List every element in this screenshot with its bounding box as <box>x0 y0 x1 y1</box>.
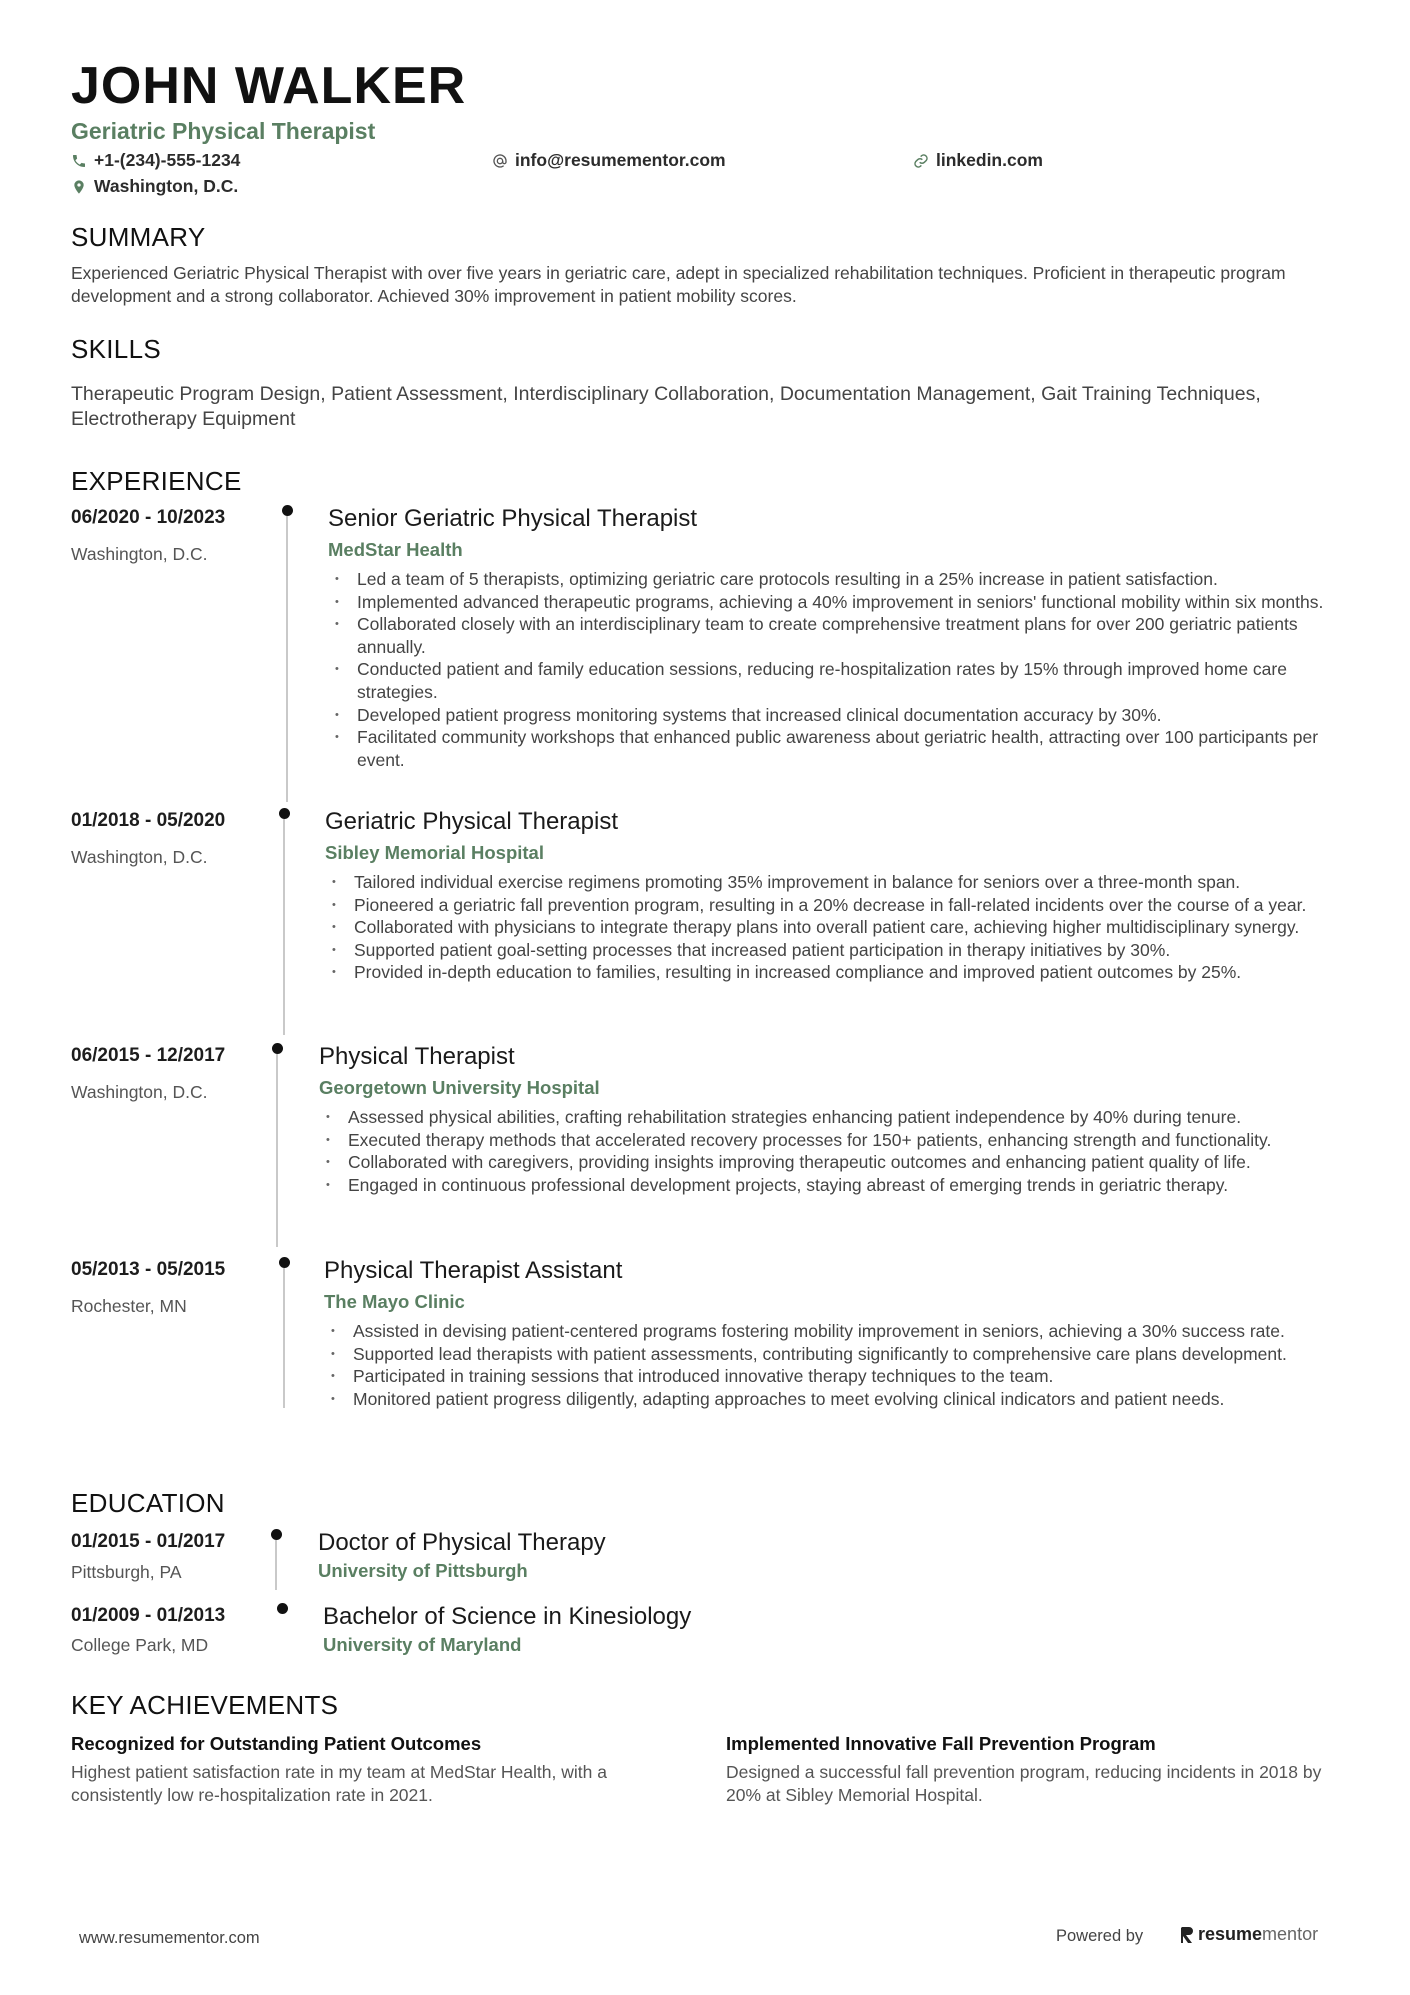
timeline-dot <box>279 808 290 819</box>
location-text: Washington, D.C. <box>94 176 239 196</box>
education-location: Pittsburgh, PA <box>71 1562 182 1582</box>
job-role: Senior Geriatric Physical Therapist <box>328 505 698 532</box>
education-dates: 01/2009 - 01/2013 <box>71 1605 226 1626</box>
list-item: • Developed patient progress monitoring systems that increased clinical documentation accuracy by 30%. <box>328 704 1348 727</box>
achievement-description: Designed a successful fall prevention program, reducing incidents in 2018 by 20% at Sibley Memorial Hospital. <box>726 1762 1322 1805</box>
job-organization: The Mayo Clinic <box>324 1291 465 1312</box>
summary-heading: SUMMARY <box>71 222 206 252</box>
list-item: • Collaborated closely with an interdisciplinary team to create comprehensive treatment plans for over 200 geriatric patients annually. <box>328 613 1348 658</box>
job-location: Rochester, MN <box>71 1296 187 1316</box>
brand-name-light: mentor <box>1262 1924 1319 1944</box>
linkedin-link[interactable]: linkedin.com <box>936 150 1043 170</box>
list-item: • Supported patient goal-setting processes that increased patient participation in therapy initiatives by 30%. <box>325 939 1350 962</box>
powered-by-label: Powered by <box>1056 1927 1144 1945</box>
timeline-dot <box>277 1603 288 1614</box>
achievement-title: Recognized for Outstanding Patient Outcomes <box>71 1733 482 1754</box>
list-item: • Collaborated with physicians to integrate therapy plans into overall patient care, achieving higher multidisciplinary synergy. <box>325 916 1350 939</box>
experience-heading: EXPERIENCE <box>71 466 242 496</box>
education-school: University of Pittsburgh <box>318 1560 528 1581</box>
email-address[interactable]: info@resumementor.com <box>515 150 726 170</box>
timeline-line <box>283 1268 285 1408</box>
list-item: • Participated in training sessions that introduced innovative therapy techniques to the team. <box>324 1365 1349 1388</box>
job-location: Washington, D.C. <box>71 847 208 867</box>
location-contact <box>71 176 238 197</box>
job-dates: 01/2018 - 05/2020 <box>71 810 226 831</box>
phone-icon <box>71 153 87 169</box>
email-contact <box>492 150 726 171</box>
list-item: • Implemented advanced therapeutic programs, achieving a 40% improvement in seniors' functional mobility within six months. <box>328 591 1348 614</box>
brand-logo-icon <box>1180 1926 1194 1944</box>
job-location: Washington, D.C. <box>71 1082 208 1102</box>
skills-heading: SKILLS <box>71 334 161 364</box>
skills-text: Therapeutic Program Design, Patient Assessment, Interdisciplinary Collaboration, Documentation Management, Gait Training Techniques, Electrotherapy Equipment <box>71 383 1261 430</box>
footer-website-link[interactable]: www.resumementor.com <box>79 1929 260 1947</box>
location-pin-icon <box>71 179 87 195</box>
job-bullets <box>319 1106 1349 1196</box>
education-degree: Doctor of Physical Therapy <box>318 1529 606 1556</box>
job-dates: 06/2015 - 12/2017 <box>71 1045 226 1066</box>
list-item: • Conducted patient and family education sessions, reducing re-hospitalization rates by 15% through improved home care strategies. <box>328 658 1348 703</box>
job-bullets <box>324 1320 1349 1410</box>
list-item: • Assessed physical abilities, crafting rehabilitation strategies enhancing patient independence by 40% during tenure. <box>319 1106 1349 1129</box>
job-role: Geriatric Physical Therapist <box>325 808 618 835</box>
timeline-dot <box>279 1257 290 1268</box>
education-dates: 01/2015 - 01/2017 <box>71 1531 226 1552</box>
summary-text: Experienced Geriatric Physical Therapist with over five years in geriatric care, adept in specialized rehabilitation techniques. Proficient in therapeutic program development and a strong collaborator. Achieved 30% improvement in patient mobility scores. <box>71 263 1286 306</box>
job-bullets <box>328 568 1348 771</box>
link-icon <box>913 153 929 169</box>
achievement-title: Implemented Innovative Fall Prevention Program <box>726 1733 1156 1754</box>
timeline-dot <box>282 505 293 516</box>
job-dates: 05/2013 - 05/2015 <box>71 1259 226 1280</box>
job-dates: 06/2020 - 10/2023 <box>71 507 226 528</box>
timeline-line <box>275 1540 277 1590</box>
timeline-dot <box>271 1529 282 1540</box>
timeline-dot <box>272 1043 283 1054</box>
job-bullets <box>325 871 1350 984</box>
candidate-name: JOHN WALKER <box>71 57 467 115</box>
list-item: • Pioneered a geriatric fall prevention program, resulting in a 20% decrease in fall-related incidents over the course of a year. <box>325 894 1350 917</box>
timeline-line <box>286 516 288 802</box>
list-item: • Assisted in devising patient-centered programs fostering mobility improvement in seniors, achieving a 30% success rate. <box>324 1320 1349 1343</box>
list-item: • Led a team of 5 therapists, optimizing geriatric care protocols resulting in a 25% increase in patient satisfaction. <box>328 568 1348 591</box>
list-item: • Facilitated community workshops that enhanced public awareness about geriatric health, attracting over 100 participants per event. <box>328 726 1348 771</box>
job-location: Washington, D.C. <box>71 544 208 564</box>
achievement-description: Highest patient satisfaction rate in my team at MedStar Health, with a consistently low re-hospitalization rate in 2021. <box>71 1762 607 1805</box>
list-item: • Engaged in continuous professional development projects, staying abreast of emerging trends in geriatric therapy. <box>319 1174 1349 1197</box>
brand-logo[interactable] <box>1180 1924 1318 1945</box>
timeline-line <box>283 819 285 1035</box>
job-organization: Sibley Memorial Hospital <box>325 842 544 863</box>
timeline-line <box>276 1054 278 1247</box>
brand-name-bold: resume <box>1198 1924 1263 1944</box>
list-item: • Collaborated with caregivers, providing insights improving therapeutic outcomes and enhancing patient quality of life. <box>319 1151 1349 1174</box>
phone-number: +1-(234)-555-1234 <box>94 150 241 170</box>
at-sign-icon <box>492 153 508 169</box>
phone-contact <box>71 150 240 171</box>
education-location: College Park, MD <box>71 1635 209 1655</box>
linkedin-contact <box>913 150 1043 171</box>
education-school: University of Maryland <box>323 1634 522 1655</box>
list-item: • Provided in-depth education to families, resulting in increased compliance and improved patient outcomes by 25%. <box>325 961 1350 984</box>
list-item: • Supported lead therapists with patient assessments, contributing significantly to comprehensive care plans development. <box>324 1343 1349 1366</box>
list-item: • Executed therapy methods that accelerated recovery processes for 150+ patients, enhancing strength and functionality. <box>319 1129 1349 1152</box>
achievements-heading: KEY ACHIEVEMENTS <box>71 1690 339 1720</box>
job-organization: MedStar Health <box>328 539 463 560</box>
job-organization: Georgetown University Hospital <box>319 1077 600 1098</box>
list-item: • Tailored individual exercise regimens promoting 35% improvement in balance for seniors over a three-month span. <box>325 871 1350 894</box>
job-role: Physical Therapist Assistant <box>324 1257 623 1284</box>
job-title: Geriatric Physical Therapist <box>71 118 376 144</box>
education-heading: EDUCATION <box>71 1488 225 1518</box>
list-item: • Monitored patient progress diligently, adapting approaches to meet evolving clinical indicators and patient needs. <box>324 1388 1349 1411</box>
job-role: Physical Therapist <box>319 1043 515 1070</box>
education-degree: Bachelor of Science in Kinesiology <box>323 1603 692 1630</box>
